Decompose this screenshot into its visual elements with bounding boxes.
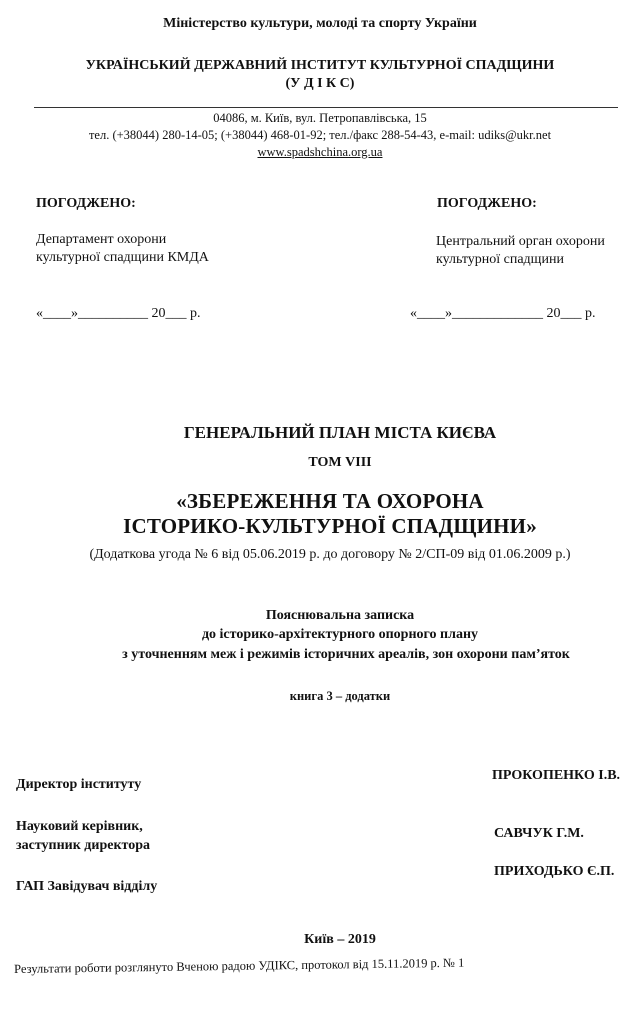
- note-title: Пояснювальна записка: [265, 608, 415, 623]
- approval-right-date-line: «____»_____________ 20___ р.: [410, 306, 596, 321]
- supervisor-role-line2: заступник директора: [16, 838, 150, 853]
- header-divider: [34, 107, 618, 108]
- supervisor-name: САВЧУК Г.М.: [494, 826, 584, 841]
- subtitle-line1: «ЗБЕРЕЖЕННЯ ТА ОХОРОНА: [176, 489, 484, 513]
- gap-name: ПРИХОДЬКО Є.П.: [494, 864, 615, 879]
- director-name: ПРОКОПЕНКО І.В.: [492, 768, 621, 783]
- council-note: Результати роботи розглянуто Вченою радою УДІКС, протокол від 15.11.2019 р. № 1: [14, 955, 465, 976]
- director-role: Директор інституту: [16, 777, 142, 792]
- approval-right-org-line2: культурної спадщини: [436, 252, 564, 267]
- book-label: книга 3 – додатки: [289, 689, 391, 703]
- approval-left-date-line: «____»__________ 20___ р.: [36, 306, 201, 321]
- institute-address: 04086, м. Київ, вул. Петропавлівська, 15: [213, 111, 427, 125]
- subtitle-line2: ІСТОРИКО-КУЛЬТУРНОЇ СПАДЩИНИ»: [123, 514, 537, 538]
- institute-abbreviation: (У Д І К С): [285, 76, 355, 91]
- supervisor-role-line1: Науковий керівник,: [16, 819, 143, 834]
- ministry-name: Міністерство культури, молоді та спорту України: [163, 16, 477, 31]
- institute-contacts: тел. (+38044) 280-14-05; (+38044) 468-01-92; тел./факс 288-54-43, e-mail: udiks@ukr.net: [88, 128, 552, 142]
- website-link[interactable]: www.spadshchina.org.ua: [257, 145, 383, 159]
- gap-role: ГАП Завідувач відділу: [16, 879, 158, 894]
- approval-right-heading: ПОГОДЖЕНО:: [437, 196, 537, 211]
- institute-name: УКРАЇНСЬКИЙ ДЕРЖАВНИЙ ІНСТИТУТ КУЛЬТУРНОЇ СПАДЩИНИ: [85, 58, 555, 73]
- document-title: ГЕНЕРАЛЬНИЙ ПЛАН МІСТА КИЄВА: [183, 423, 497, 442]
- note-line2: до історико-архітектурного опорного плану: [201, 627, 479, 642]
- approval-left-heading: ПОГОДЖЕНО:: [36, 196, 136, 211]
- approval-right-org-line1: Центральний орган охорони: [436, 234, 605, 249]
- agreement-reference: (Додаткова угода № 6 від 05.06.2019 р. до договору № 2/СП-09 від 01.06.2009 р.): [89, 547, 571, 562]
- note-line3: з уточненням меж і режимів історичних ареалів, зон охорони пам’яток: [122, 647, 570, 662]
- volume-number: ТОМ VIII: [308, 455, 372, 470]
- city-year: Київ – 2019: [304, 932, 376, 947]
- approval-left-org-line2: культурної спадщини КМДА: [36, 250, 209, 265]
- approval-left-org-line1: Департамент охорони: [36, 232, 167, 247]
